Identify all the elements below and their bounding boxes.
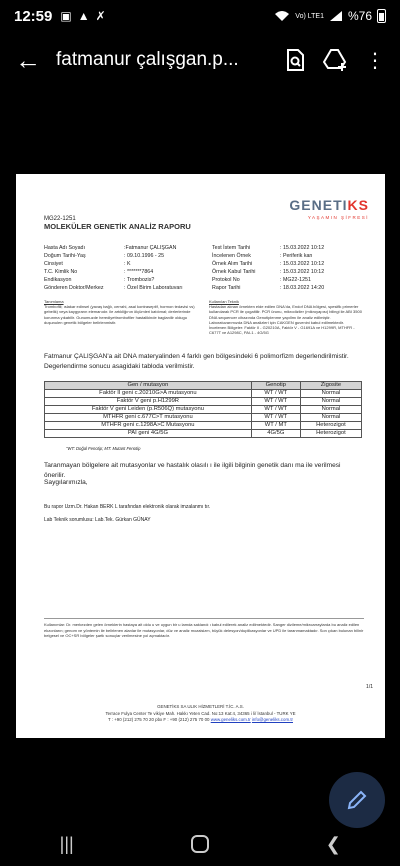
table-header-row: Gen / mutasyon Genotip Zigosite [45,382,362,390]
patient-info [44,245,364,293]
table-row: Faktör II geni c.20210G>A mutasyonu WT / WT Normal [45,390,362,398]
home-icon [191,835,209,853]
nav-back-icon[interactable]: ❮ [325,833,341,854]
battery-percent: %76 [347,9,372,23]
info-row: Gönderen Doktor/Merkez : Özel Birim Laboratuvarı Rapor Tarihi : 18.03.2022 14:20 [44,285,325,291]
status-right [274,9,386,23]
email-link[interactable]: info@geneliks.com.tr [251,717,293,723]
method-boxes [44,299,364,335]
search-document-icon[interactable] [282,47,308,73]
table-row: PAI geni 4G/5G 4G/5G Heterozigot [45,430,362,438]
disclaimer: Kullanımlar: Dr. merkezden gelen örneklerin hastaya ait oldu u ve uygun bir u lamda saklandı ı kabul edilerek analiz edilmektedir. Sanger dizileme/mikroarraylarda bu analiz edilen ekzonların; genom ve yöntemin ile belirlenen alanlar ile mutasyonlar, düz ve analiz mozaisizm, büyük delesyon/duplikasyonlar ve UPD ile taranmamaktadır. Son çıkan bulunan bilinir belgesel ve OC+SR bölgeler şartlı sonuçlar verilmesine yol açmaktadır. [44,618,364,639]
app-bar [0,32,400,88]
technique-box: Kullanılan Teknik Hastadan alınan örnekten elde edilen DNA'da, Endof DNA bölgesi, spesifik primerler kullanılarak PCR ile çogaltilir. PCR ürunu, mikrodiziler (mikroyapısı) bilingi ile ABI 3500 DNA sequencer cihazında Genotiplenme yapıllmı ile analiz edilmiştir. Laboratuvarımızda DNA analizleri için CAKGEN guvenini kabul edilmektedir. İncelenen Bölgeler: Faktör II - G20210A, Faktör V - G1691A ve H1299R, MTHFR - C677T ve A1298C, PAI-1 - 4G/5G [209,299,362,336]
edit-fab-button[interactable] [329,772,385,828]
pdf-page [16,174,385,738]
drive-add-icon[interactable] [322,47,348,73]
image-notification-icon: ▣ [60,9,72,23]
website-link[interactable]: www.geneliks.com.tr [210,717,251,723]
more-options-icon[interactable]: ⋮ [365,49,385,72]
signal-icon [329,10,343,22]
status-time: 12:59 [14,7,53,25]
mute-icon: ✗ [95,9,106,23]
info-row: Endikasyon : Trombozis? Protokol No : MG22-1251 [44,277,311,283]
table-footnote: "WT: Doğal Fenotip; MT: Mutant Fenotip [66,446,141,451]
report-title: MOLEKÜLER GENETİK ANALİZ RAPORU [44,222,191,231]
definition-box: Tanımlama Trombofili; ıslakar edinsel (yavaş bağlı, cerrahi, asal kontraseptif, hormon tedavisi vs) gebelik) veya kaygyrarın elemanıdır. ile artıkliğının ölçümleri katılımal; derlerlerinde korunma yıkabilir. Gunumuzde herediyettrombofiler hastalikinde baglanilir oldugu duşunulen genetik bölgeler belirlenmistir. [44,299,195,325]
info-row: Cinsiyet : K Örnek Alım Tarihi : 15.03.2022 10:12 [44,261,325,267]
table-row: MTHFR geni c.677C>T mutasyonu WT / WT Normal [45,414,362,422]
back-arrow-icon[interactable]: ← [15,44,41,75]
wifi-icon [274,10,290,22]
info-row: T.C. Kimlik No : *******7864 Örnek Kabul Tarihi : 15.03.2022 10:12 [44,269,325,275]
table-row: MTHFR geni c.1298A>C Mutasyonu WT / MT Heterozigot [45,422,362,430]
results-table [44,381,362,438]
lab-tech-text: Lab Teknik sorumlusu: Lab.Tek. Gürkan GÜNAY [44,517,151,523]
network-label: Vo) LTE1 [295,12,324,20]
page-number: 1/1 [366,684,373,690]
signature-text: Bu rapor Uzm.Dr. Hakan BERK L tarafından elektronik olarak imzalanmı tır. [44,504,211,510]
recommendation-paragraph: Taranmayan bölgelere ait mutasyonlar ve hastalık olasılı ı ile ilgili bilginin genetik danı ma ile verilmesi önerilir. [44,462,341,479]
pencil-icon [346,789,368,811]
cast-notification-icon: ▲ [77,9,90,23]
battery-icon [377,9,386,23]
report-code: MG22-1251 [44,216,76,222]
table-row: Faktör V geni Leiden (p.R506Q) mutasyonu WT / WT Normal [45,406,362,414]
regards-text: Saygılarımızla, [44,479,88,486]
system-nav-bar [0,822,400,866]
intro-paragraph: Fatmanur ÇALIŞGAN'a ait DNA materyalinden 4 farklı gen bölgesindeki 6 polimorfizm degerlendirilmistir. Degerlendirme sonucu asagidaki tabloda verilmistir. [44,353,349,370]
notification-icons [60,9,105,23]
page-footer: GENETİKS SA ULIK HİZMETLERİ T.İC. A.S. Terrace Fulya Center Te vikiye Mah. Hakkı Yeten Cad. No:13 Kat:4, 34365 i li/ İstanbul - TURK YE T : +90 (212) 275 70 20 pbx F : +90 (212) 275 70 00 www.geneliks.com.tr info@geneliks.com.tr [105,704,296,723]
document-title: fatmanur çalışgan.p... [56,49,239,70]
genetiks-logo: GENETIKS YAŞAMIN ŞİFRESİ [289,197,369,220]
info-row: Doğum Tarihi-Yaş : 09.10.1996 - 25 İncelenen Örnek : Periferik kan [44,253,313,259]
status-bar [0,0,400,32]
recent-apps-icon[interactable]: ||| [59,833,74,854]
info-row: Hasta Adı Soyadı :Fatmanur ÇALIŞGAN Test İstem Tarihi : 15.03.2022 10:12 [44,245,325,251]
table-row: Faktör V geni p.H1299R WT / WT Normal [45,398,362,406]
home-button[interactable] [170,824,230,864]
